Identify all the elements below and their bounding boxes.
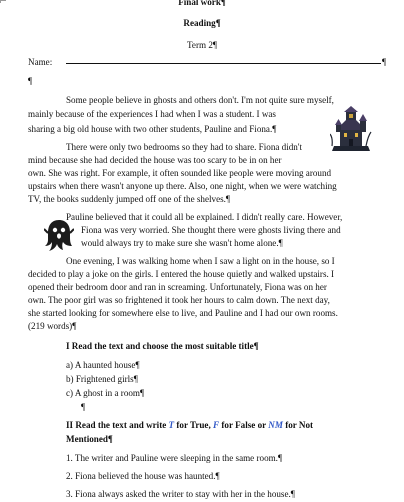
- story-line: mainly because of the experiences I had when I was a student. I was: [28, 109, 276, 119]
- story-line: she started looking for somewhere else to live, and Pauline and I had our own rooms.: [28, 308, 338, 318]
- story-line: Fiona was very worried. She thought there were ghosts living there and: [81, 225, 341, 235]
- story-line: mind because she had decided the house was too scary to be in on her: [28, 155, 282, 165]
- option-c: c) A ghost in a room¶: [66, 388, 145, 398]
- statement-1: 1. The writer and Pauline were sleeping in the same room.¶: [66, 453, 283, 463]
- story-line: There were only two bedrooms so they had to share. Fiona didn't: [66, 142, 303, 152]
- for-nm-text: for Not: [282, 420, 314, 430]
- story-line: upstairs when there wasn't anyone up there. Also, one night, when we were watching: [28, 181, 337, 191]
- story-line: decided to play a joke on the girls. I entered the house quietly and walked upstairs. I: [28, 269, 335, 279]
- name-underline[interactable]: [66, 63, 381, 64]
- empty-paragraph-mark: ¶: [28, 76, 33, 86]
- story-line: own. She was right. For example, it often sounded like people were moving around: [28, 168, 332, 178]
- story-line: Some people believe in ghosts and others don't. I'm not quite sure myself,: [66, 95, 334, 105]
- section2-heading-line2: Mentioned¶: [66, 434, 113, 444]
- section1-heading: I Read the text and choose the most suitable title¶: [66, 341, 259, 351]
- statement-2: 2. Fiona believed the house was haunted.¶: [66, 471, 220, 481]
- story-line: sharing a big old house with two other students, Pauline and Fiona.¶: [28, 124, 277, 134]
- option-b: b) Frightened girls¶: [66, 374, 138, 384]
- story-line: (219 words)¶: [28, 321, 77, 331]
- story-line: TV, the books suddenly jumped off one of the shelves.¶: [28, 194, 231, 204]
- option-a: a) A haunted house¶: [66, 360, 140, 370]
- story-line: Pauline believed that it could all be explained. I didn't really care. However,: [66, 212, 343, 222]
- section2-heading: [66, 420, 313, 431]
- story-line: would always try to make sure she wasn't home alone.¶: [81, 238, 283, 248]
- story-line: opened their bedroom door and ran in screaming. Unfortunately, Fiona was on her: [28, 282, 327, 292]
- term-label: Term 2¶: [187, 40, 217, 50]
- not-mentioned-code: NM: [268, 420, 283, 430]
- trailing-paragraph-mark: ¶: [81, 402, 86, 412]
- section2-heading-prefix: II Read the text and write: [66, 420, 169, 430]
- for-true-text: for True,: [174, 420, 214, 430]
- haunted-house-icon: [330, 106, 372, 152]
- false-code: F: [213, 420, 220, 430]
- story-line: One evening, I was walking home when I saw a light on in the house, so I: [66, 256, 335, 266]
- name-end-mark: ¶: [382, 57, 387, 67]
- for-false-text: for False or: [219, 420, 269, 430]
- top-label: Final work¶: [178, 0, 226, 7]
- story-line: own. The poor girl was so frightened it took her hours to calm down. The next day,: [28, 295, 330, 305]
- subject-title: Reading¶: [183, 18, 221, 28]
- true-code: T: [168, 420, 175, 430]
- statement-3: 3. Fiona always asked the writer to stay with her in the house.¶: [66, 489, 295, 499]
- ghost-icon: [44, 218, 74, 252]
- name-label: Name:: [28, 57, 53, 67]
